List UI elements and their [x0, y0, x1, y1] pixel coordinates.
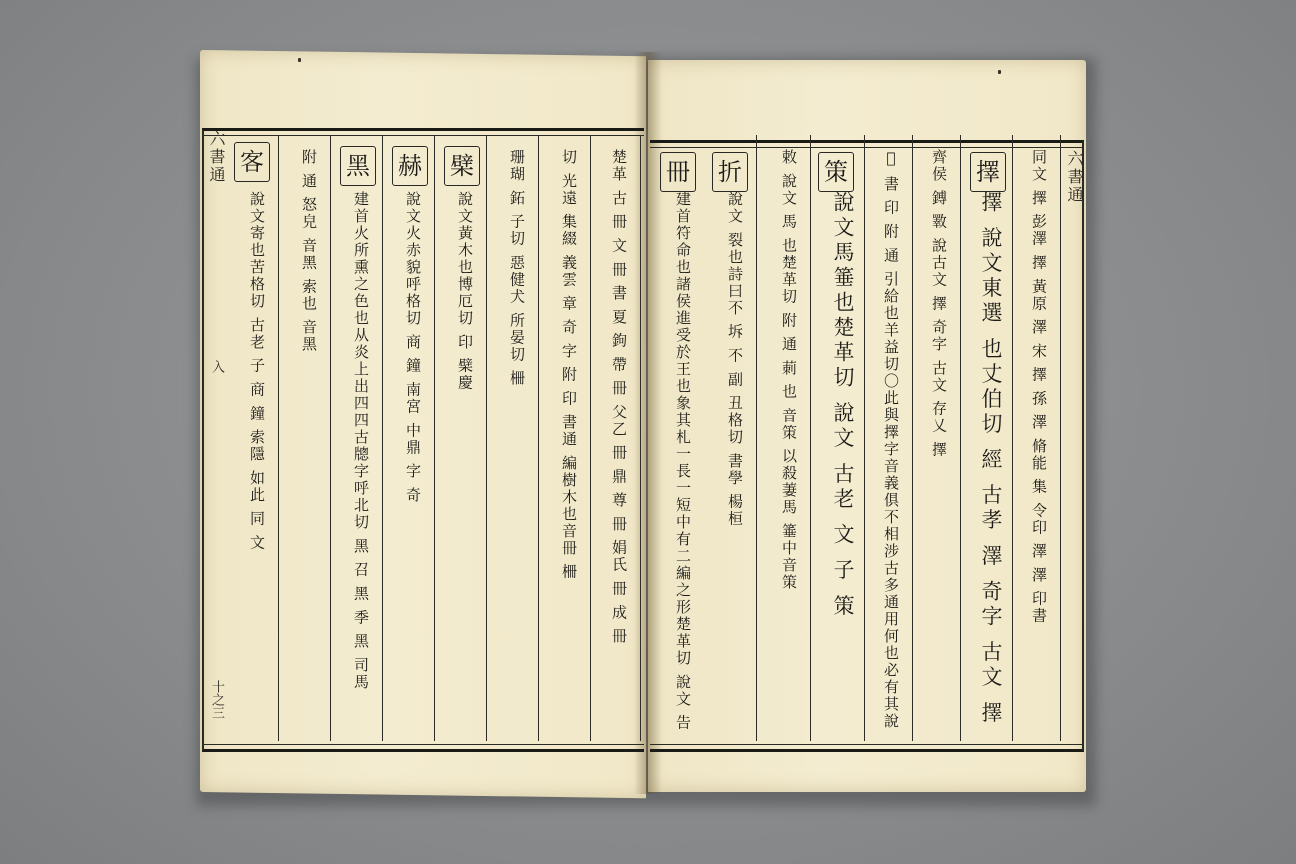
right-column-9 — [652, 135, 704, 741]
column-text: 同文 擇 彭澤 擇 黃原 澤 宋 擇 孫 澤 脩能 集 令印 澤 澤 印書 — [1030, 149, 1048, 625]
column-text: 附 通 怒皃 音黑 索也 音黑 — [300, 149, 318, 353]
entry-head-char: 檗 — [444, 146, 480, 186]
right-column-2 — [962, 135, 1013, 741]
left-folio-mark: 入 — [209, 360, 224, 373]
column-text: 齊侯 鎛 斁 說古文 擇 奇字 古文 存乂 擇 — [930, 149, 948, 459]
right-margin-title: 六書通 — [1065, 150, 1084, 204]
left-column-6 — [332, 135, 383, 741]
left-column-5 — [384, 135, 435, 741]
column-text: 說文馬箠也楚革切 說文 古老 文 子 策 — [831, 191, 855, 620]
left-column-1 — [592, 135, 641, 741]
right-column-3 — [914, 135, 961, 741]
left-column-4 — [436, 135, 487, 741]
column-text: 說文 裂也詩曰不 坼 不 副 丑格切 書學 楊桓 — [726, 191, 744, 528]
paper-fleck — [998, 70, 1001, 74]
column-text: 𦋺 書 印 附 通 引給也羊益切〇此與擇字音義俱不相涉古多通用何也必有其說 — [882, 149, 900, 730]
entry-head-char: 赫 — [392, 146, 428, 186]
entry-head-char: 黑 — [340, 146, 376, 186]
entry-head-char: 折 — [712, 152, 748, 192]
left-column-3 — [488, 135, 539, 741]
right-column-5 — [812, 135, 865, 741]
column-text: 說文寄也苦格切 古老 子 商 鐘 索隱 如此 同 文 — [248, 191, 266, 552]
left-column-8 — [228, 135, 279, 741]
entry-head-char: 擇 — [970, 152, 1006, 192]
column-text: 珊瑚 鉐 子切 惡健犬 所晏切 柵 — [508, 149, 526, 387]
left-column-7 — [280, 135, 331, 741]
column-text: 說文火赤貌呼格切 商 鐘 南宮 中鼎 字 奇 — [404, 191, 422, 504]
left-column-2 — [540, 135, 591, 741]
column-text: 建首符命也諸侯進受於王也象其札一長一短中有二編之形楚革切 說文 告 — [674, 191, 692, 732]
column-text: 切 光遠 集綴 義雲 章 奇 字 附 印 書通 編樹木也音冊 柵 — [560, 149, 578, 581]
column-text: 建首火所熏之色也从炎上出四四古牕字呼北切 黑 召 黑 季 黑 司馬 — [352, 191, 370, 691]
column-text: 楚革 古 冊 文 冊 書 夏 鉤 帶 冊 父乙 冊 鼎 尊 冊 娟氏 冊 成 冊 — [610, 149, 628, 645]
right-column-4 — [866, 135, 913, 741]
right-column-1 — [1014, 135, 1061, 741]
entry-head-char: 策 — [818, 152, 854, 192]
right-column-8 — [706, 135, 757, 741]
left-margin-title: 六書通 — [207, 130, 226, 184]
column-text: 擇 說文東選 也丈伯切 經 古孝 澤 奇字 古文 擇 — [979, 191, 1003, 727]
column-text: 說文黃木也博厄切 印 檗慶 — [456, 191, 474, 392]
right-column-6 — [760, 135, 811, 741]
entry-head-char: 客 — [234, 142, 270, 182]
paper-fleck — [298, 58, 301, 62]
column-text: 敕 說文 馬 也楚革切 附 通 莿 也 音策 以殺萋馬 箠中音策 — [780, 149, 798, 591]
entry-head-char: 冊 — [660, 152, 696, 192]
left-folio-number: 十之三 — [209, 680, 224, 719]
